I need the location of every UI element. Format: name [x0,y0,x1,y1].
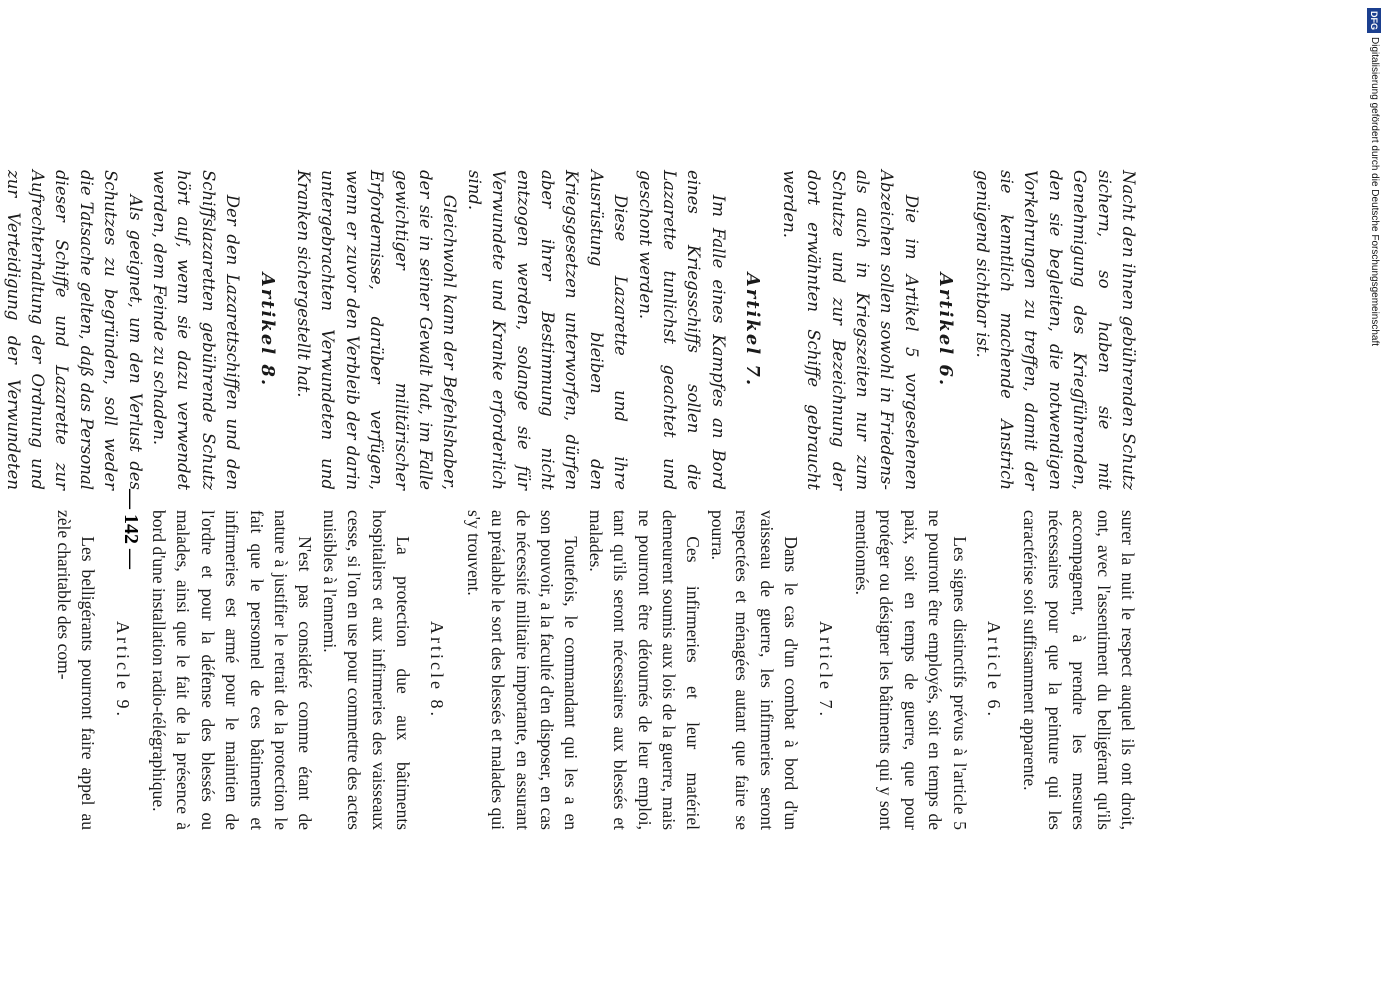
french-article-7-heading: Article 7. [815,621,836,719]
french-intro: surer la nuit le respect auquel ils ont droit, ont, avec l'assentiment du belligérant qu'ils accompagnent, à prendre les mesures nécessaires pour que la peinture qui les caractérise soit suffisamment apparente. [1020,510,1138,830]
french-article-8-heading: Article 8. [427,621,448,719]
digitization-credit [1362,8,1383,1000]
french-article-6-paragraph: Les signes distinctifs prévus à l'article 5 ne pourront être employés, soit en temps de paix, soit en temps de guerre, que pour protéger ou désigner les bâtiments qui y sont mentionnés. [851,510,970,830]
german-article-8-paragraph: Der den Lazarettschiffen und den Schiffslazaretten gebührende Schutz hört auf, wenn sie dazu verwendet werden, dem Feinde zu schaden. [149,170,243,490]
german-article-8-paragraph: Als geeignet, um den Verlust des Schutzes zu begründen, soll weder die Tatsache gelten, daß das Personal dieser Schiffe und Lazarette zur Aufrechterhaltung der Ordnung und zur Verteidigung der Verwundeten [3,170,145,490]
german-article-8-heading: Artikel 8. [256,272,278,388]
french-article-9-paragraph: Les belligérants pourront faire appel au zèle charitable des com- [53,510,99,830]
german-article-7-paragraph: Diese Lazarette und ihre Ausrüstung bleiben den Kriegsgesetzen unterworfen, dürfen aber ihrer Bestimmung nicht entzogen werden, solange sie für Verwundete und Kranke erforderlich sind. [464,170,631,490]
french-article-7-paragraph: Ces infirmeries et leur matériel demeurent soumis aux lois de la guerre, mais ne pourront être détournés de leur emploi, tant qu'ils seront nécessaires aux blessés et malades. [585,510,704,830]
page-number: — 142 — [120,489,142,569]
german-article-6-paragraph: Die im Artikel 5 vorgesehenen Abzeichen sollen sowohl in Friedens- als auch in Kriegszeiten nur zum Schutze und zur Bezeichnung der dort erwähnten Schiffe gebraucht werden. [779,170,921,490]
german-article-7-heading: Artikel 7. [742,272,764,388]
french-article-8-paragraph: N'est pas considéré comme étant de nature à justifier le retrait de la protection le fait que le personnel de ces bâtiments et infirmeries est armé pour le maintien de l'ordre et pour la défense des blessés ou malades, ainsi que le fait de la présence à bord d'une installation radio-télégraphique. [148,510,316,830]
french-article-9-heading: Article 9. [112,621,133,719]
french-article-8-paragraph: La protection due aux bâtiments hospitaliers et aux infirmeries des vaisseaux cesse, si l'on en use pour commettre des actes nuisibles à l'ennemi. [319,510,414,830]
credit-text: Digitalisierung gefördert durch die Deutsche Forschungsgemeinschaft [1369,37,1380,347]
german-article-7-paragraph: Gleichwohl kann der Befehlshaber, der sie in seiner Gewalt hat, im Falle gewichtiger militärischer Erfordernisse, darüber verfügen, wenn er zuvor den Verbleib der darin untergebrachten Verwundeten und Kranken sichergestellt hat. [294,170,460,490]
french-article-7-paragraph: Toutefois, le commandant qui les a en son pouvoir, a la faculté d'en disposer, en cas de nécessité militaire importante, en assurant au préalable le sort des blessés et malades qui s'y trouvent. [463,510,582,830]
german-intro: Nacht den ihnen gebührenden Schutz sichern, so haben sie mit Genehmigung des Kriegführenden, den sie begleiten, die notwendigen Vorkehrungen zu treffen, damit der sie kenntlich machende Anstrich genügend sichtbar ist. [972,170,1138,490]
page-number-container [113,484,149,574]
dfg-logo: DFG [1367,8,1381,33]
german-article-7-paragraph: Im Falle eines Kampfes an Bord eines Kriegsschiffs sollen die Lazarette tunlichst geachtet und geschont werden. [635,170,728,490]
french-article-7-paragraph: Dans le cas d'un combat à bord d'un vaisseau de guerre, les infirmeries seront respectées et ménagées autant que faire se pourra. [707,510,802,830]
french-article-6-heading: Article 6. [983,621,1004,719]
german-article-6-heading: Artikel 6. [935,272,957,388]
